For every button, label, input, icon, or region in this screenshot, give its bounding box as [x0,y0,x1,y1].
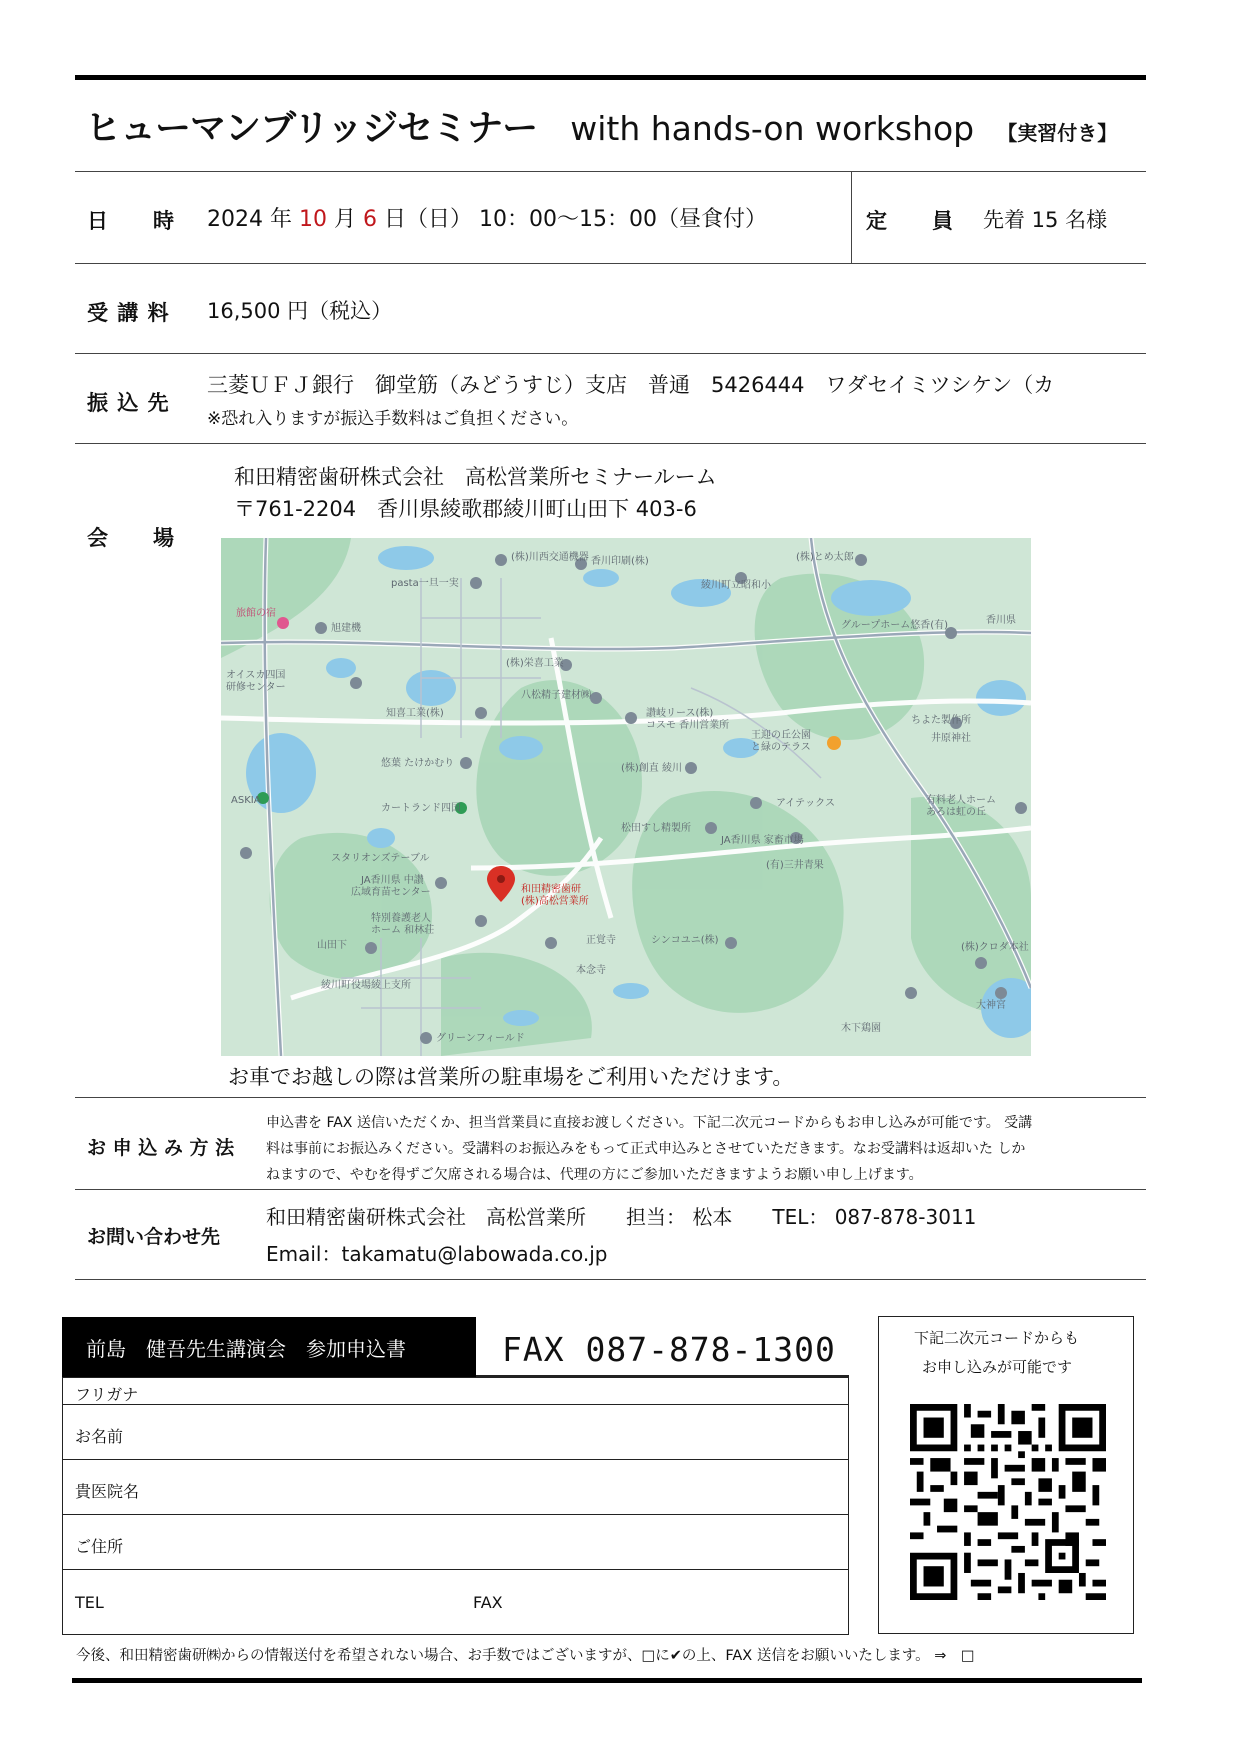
schedule-value: 2024 年 10 月 6 日（日） 10：00〜15：00（昼食付） [207,207,767,232]
map-graphic [221,538,1031,1056]
svg-text:広域育苗センター: 広域育苗センター [351,887,431,898]
svg-text:松田すし精製所: 松田すし精製所 [621,823,691,834]
svg-text:JA香川県 家畜市場: JA香川県 家畜市場 [721,835,804,846]
field-row-tel[interactable] [62,1569,849,1625]
svg-text:本念寺: 本念寺 [576,965,606,976]
svg-text:(株)川西交通機器: (株)川西交通機器 [511,552,589,563]
venue-address: 〒761-2204 香川県綾歌郡綾川町山田下 403-6 [234,497,697,521]
svg-text:ASKIA: ASKIA [231,795,261,806]
capacity-value: 先着 15 名様 [983,208,1108,232]
fee-value: 16,500 円（税込） [207,299,393,323]
top-rule [75,75,1146,80]
svg-text:pasta一旦一実: pasta一旦一実 [391,578,459,589]
qr-caption-2: お申し込みが可能です [922,1358,1073,1376]
svg-text:(株)栄喜工業: (株)栄喜工業 [506,658,564,669]
apply-label: お 申 込 み 方 法 [87,1137,235,1159]
bottom-rule [72,1678,1142,1683]
contact-line-1: 和田精密歯研株式会社 高松営業所 担当： 松本 TEL： 087-878-3011 [266,1205,977,1229]
svg-text:大神宮: 大神宮 [976,1000,1006,1011]
divider [75,1097,1146,1098]
svg-text:旅館の宿: 旅館の宿 [236,608,276,619]
map-pin-label-2: (株)高松営業所 [521,896,589,907]
schedule-label: 日 時 [87,209,175,233]
field-label-furigana: フリガナ [75,1385,139,1404]
svg-text:讃岐リース(株): 讃岐リース(株) [646,708,714,719]
apply-line-2: 料は事前にお振込みください。受講料のお振込みをもって正式申込みとさせていただきます。なお受講料は返却いた しか [266,1141,1026,1157]
svg-text:香川印刷(株): 香川印刷(株) [591,556,649,567]
svg-text:(株)とめ太郎: (株)とめ太郎 [796,552,854,563]
transfer-label: 振 込 先 [87,391,170,415]
field-label-name: お名前 [75,1427,124,1446]
page-title [85,100,1117,150]
svg-text:井原神社: 井原神社 [931,733,971,744]
svg-text:香川県: 香川県 [986,615,1016,626]
contact-email[interactable]: Email：takamatu@labowada.co.jp [266,1242,608,1266]
svg-text:知喜工業(株): 知喜工業(株) [386,708,444,719]
venue-map[interactable] [221,538,1031,1056]
divider [75,171,1146,172]
title-en: with hands-on workshop [570,109,975,148]
divider [75,263,1146,264]
title-tag: 【実習付き】 [997,121,1118,145]
svg-text:王迎の丘公園: 王迎の丘公園 [751,730,811,741]
field-label-clinic: 貴医院名 [75,1482,140,1501]
svg-text:カートランド四国: カートランド四国 [381,803,461,814]
footer-note: 今後、和田精密歯研㈱からの情報送付を希望されない場合、お手数ではございますが、□に✔の上、FAX 送信をお願いいたします。 ⇒ □ [76,1648,975,1664]
apply-line-3: ねますので、やむを得ずご欠席される場合は、代理の方にご参加いただきますようお願い申し上げます。 [266,1167,923,1183]
svg-text:(有)三井青果: (有)三井青果 [766,860,824,871]
svg-text:コスモ 香川営業所: コスモ 香川営業所 [646,720,730,731]
svg-text:JA香川県 中讃: JA香川県 中讃 [361,875,424,886]
svg-text:(株)クロダ本社: (株)クロダ本社 [961,942,1029,953]
field-label-tel: TEL [75,1593,104,1612]
fee-label: 受 講 料 [87,301,170,325]
vertical-divider [851,171,852,263]
schedule-month: 10 [298,207,327,232]
venue-parking-note: お車でお越しの際は営業所の駐車場をご利用いただけます。 [228,1065,794,1089]
svg-text:特別養護老人: 特別養護老人 [371,913,431,924]
svg-text:オイスカ四国: オイスカ四国 [226,670,286,681]
svg-text:山田下: 山田下 [317,940,347,951]
divider [75,1189,1146,1190]
map-pin-label-1: 和田精密歯研 [521,884,581,895]
svg-text:旭建機: 旭建機 [331,623,361,634]
svg-text:グループホーム悠香(有): グループホーム悠香(有) [841,620,949,631]
svg-text:悠葉 たけかむり: 悠葉 たけかむり [381,758,455,769]
venue-name: 和田精密歯研株式会社 高松営業所セミナールーム [234,465,717,489]
svg-text:綾川町役場綾上支所: 綾川町役場綾上支所 [321,980,411,991]
contact-label: お問い合わせ先 [87,1226,221,1248]
svg-text:あろは虹の丘: あろは虹の丘 [926,807,986,818]
field-label-address: ご住所 [75,1537,124,1556]
field-row-address[interactable] [62,1514,849,1570]
schedule-day: 6 [362,207,377,232]
svg-text:研修センター: 研修センター [226,682,286,693]
field-row-furigana[interactable] [62,1377,849,1405]
title-jp: ヒューマンブリッジセミナー [85,108,538,149]
svg-text:木下鶏園: 木下鶏園 [841,1023,881,1034]
svg-text:と緑のテラス: と緑のテラス [751,742,811,753]
svg-text:グリーンフィールド: グリーンフィールド [436,1033,525,1044]
svg-text:有料老人ホーム: 有料老人ホーム [926,795,996,806]
svg-text:ホーム 和林荘: ホーム 和林荘 [371,925,435,936]
venue-pin-icon [487,866,515,902]
svg-text:八松精子建材㈱: 八松精子建材㈱ [521,690,591,701]
divider [75,1279,1146,1280]
svg-text:ちよた製作所: ちよた製作所 [911,715,971,726]
svg-text:(株)創直 綾川: (株)創直 綾川 [621,763,682,774]
opt-out-checkbox[interactable] [1110,1641,1132,1663]
svg-text:アイテックス: アイテックス [776,798,835,809]
transfer-note: ※恐れ入りますが振込手数料はご負担ください。 [207,409,579,429]
divider [75,353,1146,354]
capacity-label: 定 員 [866,209,954,233]
apply-line-1: 申込書を FAX 送信いただくか、担当営業員に直接お渡しください。下記二次元コードからもお申し込みが可能です。 受講 [266,1115,1033,1131]
svg-text:スタリオンズテーブル: スタリオンズテーブル [331,853,430,864]
svg-text:シンコユニ(株): シンコユニ(株) [651,935,719,946]
field-label-fax: FAX [473,1593,503,1612]
transfer-account: 三菱ＵＦＪ銀行 御堂筋（みどうすじ）支店 普通 5426444 ワダセイミツシケン（カ [207,373,1055,397]
form-title: 前島 健吾先生講演会 参加申込書 [86,1337,406,1361]
venue-label: 会 場 [87,526,175,550]
field-row-clinic[interactable] [62,1459,849,1515]
divider [75,443,1146,444]
form-fax-number: FAX 087-878-1300 [502,1330,836,1369]
svg-text:綾川町立昭和小: 綾川町立昭和小 [701,580,771,591]
qr-code-icon[interactable] [910,1404,1106,1600]
field-row-name[interactable] [62,1404,849,1460]
svg-text:正覚寺: 正覚寺 [586,935,616,946]
qr-caption-1: 下記二次元コードからも [914,1329,1080,1347]
